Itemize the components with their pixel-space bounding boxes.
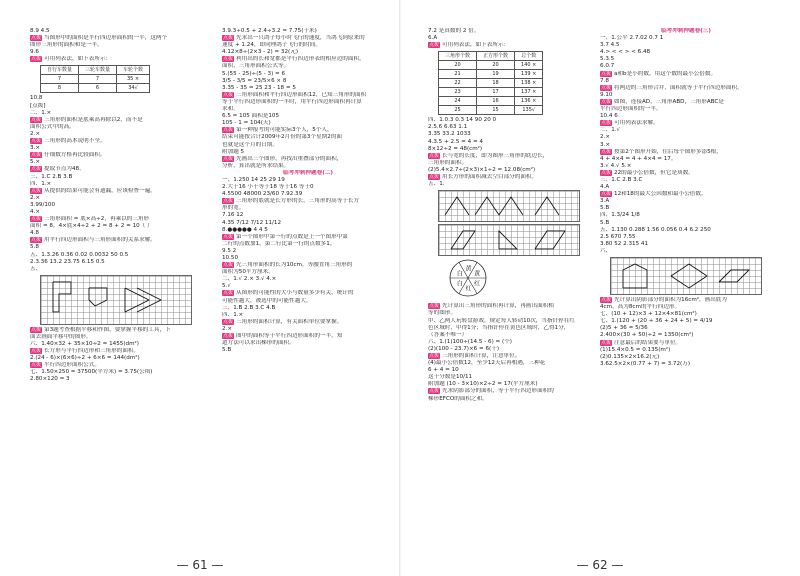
hint-badge: 点拨	[601, 297, 612, 303]
table-header: 三轮车数量	[79, 66, 117, 75]
answer-line: 4.A	[600, 184, 610, 191]
answer-line: 结束可能按合计2009年2月份的第3个星期2的面	[222, 134, 343, 141]
answer-column-1	[30, 28, 202, 544]
hint-badge: 点拨	[429, 174, 440, 181]
hint-line	[600, 191, 772, 198]
answer-line: 七、1.(120 + (20 + 36 + 24 + 5) = 4/19	[600, 318, 713, 325]
hint-text: 三角形的面积计算，有关面积单位要掌握。	[236, 318, 343, 325]
hint-line	[222, 234, 394, 241]
answer-line: 二、1.×	[30, 109, 52, 116]
hint-badge: 点拨	[223, 155, 234, 162]
table-cell: 23	[439, 88, 477, 97]
hint-text: 第一种报考的可能实际3个人，5个人，	[236, 127, 333, 134]
hint-badge: 点拨	[601, 70, 612, 77]
answer-line: 三、1.C 2.B 3.B	[30, 173, 73, 180]
hint-badge: 点拨	[31, 237, 42, 244]
graph-grid-right-2	[438, 224, 580, 256]
answer-line: 5.√	[222, 283, 231, 290]
hint-badge: 点拨	[601, 98, 612, 105]
hint-line	[30, 348, 202, 355]
hint-badge: 点拨	[429, 152, 440, 159]
answer-line: 2.5 670 7.55	[600, 233, 636, 240]
answer-line: 6 + 4 = 10	[428, 367, 459, 374]
answer-line: 面积，三角形面积公式等。	[222, 63, 290, 70]
answer-line: 3.7 4.5	[600, 42, 620, 49]
answer-line: 5.8	[30, 244, 39, 251]
answer-line: 等的图形。	[428, 310, 456, 317]
answer-line: 4 + 4×4 = 4 + 4×4 = 17。	[600, 155, 677, 162]
hint-text: 平行四边形面积公式。	[44, 362, 100, 369]
answer-line: 色区域时，甲得1分；当指针停在黄色区域时，乙得1分，	[428, 324, 570, 331]
wheel-sector-label: 白	[456, 270, 463, 278]
answer-line: 2.400×(30 + 50)÷2 = 1350(cm²)	[600, 332, 694, 339]
answer-line: 平行四边形面积的一半。	[600, 106, 662, 113]
hint-badge: 点拨	[223, 35, 234, 42]
hint-text: 长与宽的长度，即为图形三角形的底边长，	[442, 152, 549, 159]
hint-text: 可用列表法求解。	[614, 120, 659, 127]
hint-line	[30, 237, 202, 244]
answer-line: 2.(24 - 6)×(6×6)÷2 + 6×6 = 144(dm²)	[30, 355, 140, 362]
answer-line: 2.3.36 13.2 23.75 6.15 0.5	[30, 258, 105, 265]
hint-text: 第3题考查根据平移和作图，要掌握平移的工具，下	[44, 326, 171, 333]
hint-text: 三角形的面积是底乘高再除以2，而不是	[44, 116, 143, 123]
answer-line: 道方法可以求出梯形的面积。	[222, 340, 295, 347]
hint-text: 三角形面积和平行四边形面积12，已知三角形的面积	[236, 91, 367, 98]
hint-text: 三角形的面积计算，注意单位。	[442, 352, 521, 359]
table-cell: 34√	[117, 84, 150, 93]
answer-line: 这十分数是10/11	[428, 374, 473, 381]
table-cell: 139 ×	[515, 70, 543, 79]
wheel-sector-label: 白	[456, 280, 463, 288]
hint-line	[30, 166, 202, 173]
table-cell: 24	[439, 97, 477, 106]
hint-line	[222, 35, 394, 42]
answer-line: 4.> < < > < 6.48	[600, 49, 651, 56]
wheel-sector-label: 红	[465, 285, 472, 293]
hint-text: 注意最后的结果要与单位。	[614, 339, 682, 346]
hint-badge: 点拨	[31, 362, 42, 369]
answer-line: (2)(100 - 23.7)×6 = 6(千)	[428, 345, 500, 352]
answer-line: 四、1.0.3 0.3 14 90 20 0	[428, 117, 497, 124]
answer-line: 8.●●●●● 4 4 5	[222, 226, 268, 233]
answer-line: 6.A	[428, 35, 438, 42]
answer-line: 六、1.40×32 + 35×10÷2 = 1455(dm²)	[30, 341, 139, 347]
table-cell: 136 ×	[515, 97, 543, 106]
hint-badge: 点拨	[31, 56, 42, 63]
hint-text: 可用列表法，如下表所示：	[44, 56, 112, 63]
answer-line: 面积 = 8，4×底×4÷2 + 2 = 8 + 2 = 10（ ）	[30, 223, 153, 230]
table-cell: 140 ×	[515, 61, 543, 70]
wheel-sector-label: 黄	[465, 265, 472, 273]
hint-text: 提取节点为48。	[44, 166, 85, 173]
answer-line: 甲、乙两人玩转盘游戏，规定每人转动10次，当指针停在红	[428, 317, 575, 324]
answer-line: 6.5 = 105 面积是105	[222, 113, 280, 120]
answer-line: 3.×	[30, 145, 41, 152]
answer-line: 5.B	[600, 219, 610, 226]
hint-badge: 点拨	[601, 148, 612, 155]
hint-text: 从图形的可能性的大小与数量多少有关，统计的	[236, 290, 354, 297]
table-cell: 138 ×	[515, 79, 543, 88]
hint-badge: 点拨	[601, 120, 612, 127]
hint-badge: 点拨	[601, 84, 612, 91]
answer-line: 求和。	[222, 106, 239, 113]
drawn-figure	[535, 197, 559, 215]
answer-line: 8×12÷2 = 48(cm²)	[428, 145, 483, 152]
table-cell: 7	[79, 75, 117, 84]
fraction-answer: 4.35 7/12 7/12 11/12	[222, 219, 282, 226]
answer-line: 105 - 1 = 104(天)	[222, 120, 271, 127]
answer-line: 一、1.公平 2.7.02 0.7 1	[600, 35, 664, 42]
hint-line	[222, 198, 394, 205]
answer-line: 三、1.B 2.B 3.C 4.B	[222, 304, 276, 311]
hint-badge: 点拨	[31, 138, 42, 145]
answer-line: 七、(10 + 12)×3 + 12×4×81(cm²)	[600, 311, 697, 318]
answer-line: 也就是这个月的日期。	[222, 141, 278, 148]
answer-line: 面积公式中的高。	[30, 123, 75, 130]
hint-text: 图中的面积等于平行四边形面积的一半，知	[236, 333, 343, 340]
section-heading: 临考冲刺押题卷(三)	[661, 28, 711, 34]
hint-text: 先计算出阴影部分的面积为16cm²，画出底为	[614, 297, 727, 303]
answer-line: 五、1.130 0.288 1.56 0.056 0.4 6.2 250	[600, 226, 711, 233]
hint-text: 三角形面积 = 底×高÷2，再乘以的三角形	[44, 216, 150, 223]
table-cell: 20	[477, 61, 515, 70]
hint-badge: 点拨	[31, 216, 42, 223]
answer-column-4	[600, 28, 772, 544]
answer-line: 9.5 2	[222, 247, 237, 254]
table-header: 三角形个数	[439, 52, 477, 61]
wheel-sector-label: 黄	[474, 270, 481, 278]
answer-line: 三角形的面积。	[428, 159, 468, 166]
answer-table-shapes	[438, 51, 543, 115]
hint-line	[222, 319, 394, 326]
answer-line: (4)最小公倍数12，至少12天后再相遇，三种花	[428, 360, 546, 367]
table-cell: 19	[477, 70, 515, 79]
drawn-figure	[475, 197, 523, 215]
table-header: 正方形个数	[477, 52, 515, 61]
answer-line: 2.5.6 6.63 1.1	[428, 124, 468, 131]
table-row	[439, 97, 543, 106]
hint-text: a和b是小的数，用这个数的最小公倍数。	[614, 70, 717, 77]
hint-text: 当图形中的面积是平行四边形面积的一半，这两个	[44, 35, 168, 42]
hint-line	[30, 362, 202, 369]
answer-line: 2.×	[222, 325, 233, 332]
hint-badge: 点拨	[429, 42, 440, 49]
answer-line: 7.8	[600, 77, 609, 84]
hint-badge: 点拨	[429, 388, 440, 395]
answer-line: 形的宽。	[222, 205, 245, 212]
answer-line: 3.62.5×2×(0.77 + 7) = 3.72(万)	[600, 360, 691, 367]
answer-line: (1)15.4×0.5 = 0.135(m²)	[600, 346, 671, 353]
answer-line: 4.3.5 + 2.5 = 4 = 4	[428, 138, 483, 145]
answer-line: (2)5 + 36 = 5/36	[600, 325, 648, 332]
answer-line: 4.8	[30, 230, 39, 237]
hint-text: 从提供的结果可能会有遗漏，应该检查一遍。	[44, 187, 156, 194]
hint-text: 仔细数方格再比较面积。	[44, 152, 106, 159]
answer-line: 五、1.	[428, 181, 445, 188]
hint-badge: 点拨	[31, 187, 42, 194]
drawn-figure	[445, 197, 469, 215]
answer-line: 五、1.3.26 0.36 0.02 0.0032 50 0.5	[30, 251, 129, 258]
hint-badge: 点拨	[223, 198, 234, 205]
hint-line	[600, 340, 772, 347]
hint-badge: 点拨	[601, 339, 612, 346]
answer-line: 附加题 5	[222, 148, 245, 155]
answer-line: 3.×	[600, 141, 611, 148]
drawn-figure	[53, 282, 71, 312]
hint-line	[600, 149, 772, 156]
hint-line	[600, 170, 772, 177]
answer-line: 速度 + 1.24，即同理鸽子飞行的时间。	[222, 42, 322, 49]
answer-line: 二行的点数加1，第二行比第一行的点数多1。	[222, 240, 336, 247]
answer-line: 可能性越大，被选中的可能性越大。	[222, 297, 312, 304]
graph-grid-right-3	[610, 257, 762, 295]
hint-text: 先求出一只鸽子每小时飞行的速度，当鸽飞到原来的	[236, 35, 365, 42]
hint-badge: 点拨	[601, 169, 612, 176]
answer-line: 4.×	[30, 208, 41, 215]
answer-line: 面积为50平方厘米。	[222, 269, 274, 276]
drawn-figure	[719, 270, 749, 282]
hint-text: 如图，连接AD，三角形ABD，三角形ABC是	[614, 98, 724, 105]
answer-line: 4.12×8÷(2×3 - 2) = 32(元)	[222, 49, 299, 56]
answer-line: 7.16 12	[222, 212, 244, 219]
table-cell: 8	[41, 84, 79, 93]
hint-badge: 点拨	[31, 35, 42, 42]
answer-column-2	[222, 28, 394, 544]
section-heading: 临考冲刺押题卷(二)	[283, 169, 333, 176]
answer-line: 3.99/100	[30, 201, 56, 208]
hint-line	[428, 388, 600, 395]
table-header: 总个数	[515, 52, 543, 61]
hint-text: 可用列表法，如下表所示：	[442, 42, 510, 49]
answer-line: (2)0.135×2×16.2(元)	[600, 353, 660, 360]
answer-line: 10.4 6	[600, 113, 618, 120]
answer-line: 7.2 是真数的 2 倍。	[428, 28, 480, 34]
hint-line	[30, 117, 202, 124]
answer-line: 四、1.3/24 1/8	[600, 212, 640, 219]
hint-badge: 点拨	[31, 152, 42, 159]
answer-line: 3/5 - 3/5 = 23/5×6 × 8	[222, 77, 287, 84]
table-cell: 16	[477, 97, 515, 106]
drawn-figure	[671, 264, 707, 288]
hint-text: 用平行四边形面积与三角形面积的关系求解。	[44, 237, 156, 244]
hint-badge: 点拨	[31, 326, 42, 333]
answer-line: 3.80 52 2.315 41	[600, 240, 649, 247]
answer-line: 一、1.250 14 25 29 19	[222, 176, 285, 183]
answer-line: 二、1.√ 2.× 3.√ 4.×	[222, 276, 277, 283]
answer-line: 3.9.3÷0.5 + 2.4÷3.2 = 7.75(千米)	[222, 28, 317, 34]
answer-line: (2)5.4×2.7÷(2×3)×1÷2 = 12.08(cm²)	[428, 166, 536, 173]
answer-line: 2.80×120 = 3	[30, 376, 70, 383]
table-row	[439, 61, 543, 70]
answer-line: 六、	[600, 247, 612, 254]
page-number-right: — 62 —	[576, 558, 624, 572]
answer-line: 5.(55 - 25)÷(5 - 3) = 6	[222, 70, 286, 77]
hint-badge: 点拨	[223, 56, 234, 63]
answer-line: 3.A	[600, 198, 610, 205]
hint-line	[428, 353, 600, 360]
answer-table-wheels	[40, 65, 150, 93]
hint-text: 三角形的底就是长方形的长，三角形的高等于长方	[236, 198, 360, 205]
hint-text: 12和18的最大公因数和最小公倍数。	[614, 191, 707, 198]
answer-line: 4.5500 48000 23/60 7.92.39	[222, 191, 303, 198]
answer-line: 5.3.5	[600, 56, 615, 63]
hint-badge: 点拨	[223, 262, 234, 269]
hint-line	[30, 216, 202, 223]
right-page	[400, 0, 800, 576]
page-number-left: — 61 —	[176, 558, 224, 572]
answer-line: 6.0.7	[600, 63, 615, 70]
hint-line	[222, 56, 394, 63]
answer-line: （答案不唯一）	[428, 331, 468, 338]
answer-line: 3.√ 4.√ 5.×	[600, 162, 632, 169]
graph-grid-left	[40, 275, 192, 325]
answer-line: 梯形EFCO的面积之和。	[428, 395, 488, 402]
answer-line: 10.8	[30, 95, 43, 102]
answer-column-3	[428, 28, 600, 544]
answer-line: 图形三角形的面积和是一半。	[30, 42, 103, 49]
answer-line: 2.×	[30, 194, 41, 201]
hint-text: 先求阴影部分的面积，等于平行四边形面积的	[442, 388, 554, 395]
answer-line: 四、1.×	[222, 311, 244, 318]
hint-line	[30, 188, 202, 195]
hint-line	[600, 71, 772, 78]
drawn-figure	[89, 288, 107, 306]
hint-line	[30, 35, 202, 42]
hint-badge: 点拨	[429, 303, 440, 310]
hint-line	[30, 152, 202, 159]
hint-text: 长方形与平行四边形和三角形的面积。	[44, 348, 140, 355]
answer-line: 等于平行四边形面积的一半时，用平行四边形面积再计算	[222, 98, 362, 105]
drawn-figure	[535, 231, 565, 249]
hint-line	[30, 56, 202, 63]
hint-line	[600, 120, 772, 127]
answer-line: 5.B	[222, 347, 232, 354]
table-cell: 18	[477, 79, 515, 88]
answer-line: 四、1.×	[30, 180, 52, 187]
table-cell: 137 ×	[515, 88, 543, 97]
answer-line: 4cm，高为8cm的平行四边形。	[600, 304, 681, 311]
table-cell: 135√	[515, 106, 543, 115]
hint-line	[428, 303, 600, 310]
hint-text: 将两边的三角形合并，面积就等于平行四边形面积。	[614, 84, 743, 91]
hint-line	[30, 327, 202, 334]
hint-badge: 点拨	[223, 127, 234, 134]
wheel-sector-label: 红	[474, 280, 481, 288]
answer-line: 二、1.√	[600, 127, 621, 134]
hint-badge: 点拨	[223, 91, 234, 98]
table-cell: 17	[477, 88, 515, 97]
table-row	[41, 84, 150, 93]
answer-line: [点拨]	[30, 102, 46, 109]
drawn-figure	[451, 231, 475, 249]
table-cell: 21	[439, 70, 477, 79]
hint-line	[222, 333, 394, 340]
table-header: 自行车数量	[41, 66, 79, 75]
answer-line: 5.×	[30, 159, 41, 166]
hint-line	[222, 127, 394, 134]
table-cell: 22	[439, 79, 477, 88]
table-cell: 20	[439, 61, 477, 70]
table-row	[439, 106, 543, 115]
hint-line	[222, 156, 394, 163]
answer-line: 5.B	[600, 205, 610, 212]
hint-text: 先三角形面积的长为10cm，等腰直角三角形的	[236, 262, 353, 269]
table-row	[41, 75, 150, 84]
answer-line: 六、1.(1)100÷(14.5 - 6) = (个)	[428, 338, 512, 345]
table-cell: 6	[79, 84, 117, 93]
answer-line: 3.35 - 35 = 25 23 - 18 = 5	[222, 84, 296, 91]
graph-grid-right-1	[438, 190, 580, 222]
answer-line: 9.6	[30, 49, 39, 56]
hint-line	[222, 262, 394, 269]
answer-line: 10.50	[222, 255, 239, 261]
hint-badge: 点拨	[31, 166, 42, 173]
hint-line	[600, 99, 772, 106]
hint-line	[600, 297, 772, 304]
hint-line	[428, 42, 600, 49]
drawn-figure	[125, 288, 149, 312]
hint-text: 先画出三个图形，再找出重叠部分的面积，	[236, 155, 343, 162]
hint-text: 按第2个图形开始，往后每个图形多添5根，	[614, 148, 722, 155]
answer-line: 2.×	[600, 134, 611, 141]
answer-line: 9.10	[600, 91, 613, 98]
hint-badge: 点拨	[223, 318, 234, 325]
answer-line: 分析，算出就是所求结果。	[222, 162, 290, 169]
hint-badge: 点拨	[601, 191, 612, 198]
table-header: 车轮个数	[117, 66, 150, 75]
spinner-wheel	[448, 258, 600, 301]
hint-badge: 点拨	[31, 116, 42, 123]
hint-text: 22的最小公倍数，但它是质数。	[614, 169, 694, 176]
table-cell: 25	[439, 106, 477, 115]
answer-line: 8.9 4.5	[30, 28, 50, 34]
table-cell: 15	[477, 106, 515, 115]
answer-line: 面去画面平移中的图形。	[30, 333, 92, 340]
answer-line: 三、1.C 2.B 3.C	[600, 176, 643, 183]
table-cell: 7	[41, 75, 79, 84]
hint-text: 第一个图形中第一行的点数是上一个图形中第	[236, 233, 348, 240]
drawn-figure	[499, 231, 517, 249]
hint-text: 利用出的长和宽都是平行四边形表的相应边的面积，	[236, 56, 365, 63]
answer-line: 附加题 (10 - 3×10)×2÷2 = 17(平方厘米)	[428, 381, 538, 388]
table-row	[439, 70, 543, 79]
answer-line: 2.大于16 小于等于18 等于16 等于0	[222, 184, 314, 191]
table-row	[439, 88, 543, 97]
hint-line	[222, 290, 394, 297]
table-row	[439, 79, 543, 88]
hint-badge: 点拨	[223, 233, 234, 240]
hint-line	[428, 153, 600, 160]
hint-badge: 点拨	[223, 333, 234, 340]
answer-line: 2.×	[30, 130, 41, 137]
hint-text: 用长方形的面积减去空白部分的面积。	[442, 174, 538, 181]
hint-badge: 点拨	[31, 348, 42, 355]
answer-line: 3.35 33.2 1033	[428, 131, 471, 138]
hint-line	[428, 174, 600, 181]
hint-text: 先计算出三角形的面积再计算，再画出面积相	[442, 303, 554, 310]
drawn-figure	[623, 264, 647, 288]
hint-line	[222, 92, 394, 99]
hint-text: 三角形的高本说明不全。	[44, 138, 106, 145]
table-cell: 35 ×	[117, 75, 150, 84]
hint-line	[600, 85, 772, 92]
answer-line: 七、1.50×250 = 37500(平方米) = 3.75(公顷)	[30, 369, 153, 376]
hint-badge: 点拨	[223, 290, 234, 297]
hint-badge: 点拨	[429, 352, 440, 359]
hint-line	[30, 138, 202, 145]
answer-line: 五、	[30, 265, 42, 272]
